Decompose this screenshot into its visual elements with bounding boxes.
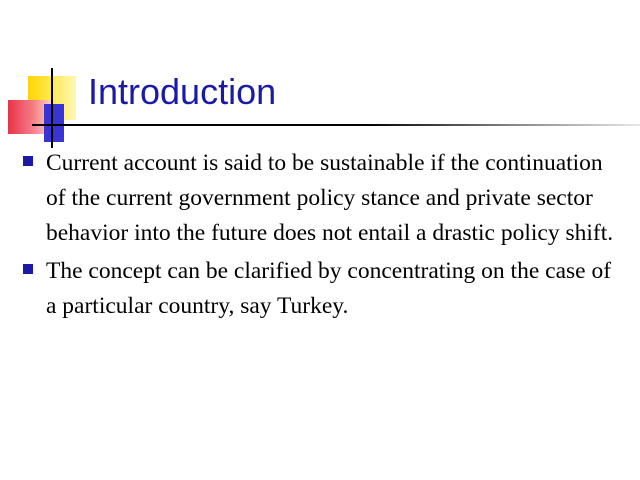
bullet-text: Current account is said to be sustainable if the continuation of the current government policy stance and private sector behavior into the future does not entail a drastic policy shift. (46, 150, 614, 246)
square-bullet-icon (23, 156, 33, 166)
slide-title: Introduction (88, 71, 277, 112)
vertical-divider (51, 68, 53, 148)
title-underline (32, 124, 640, 126)
bullet-text: The concept can be clarified by concentrating on the case of a particular country, say Turkey. (46, 258, 612, 319)
square-bullet-icon (23, 264, 33, 274)
bullet-list (20, 146, 620, 327)
blue-block (44, 104, 64, 142)
bullet-item (20, 146, 620, 251)
bullet-item (20, 254, 620, 324)
